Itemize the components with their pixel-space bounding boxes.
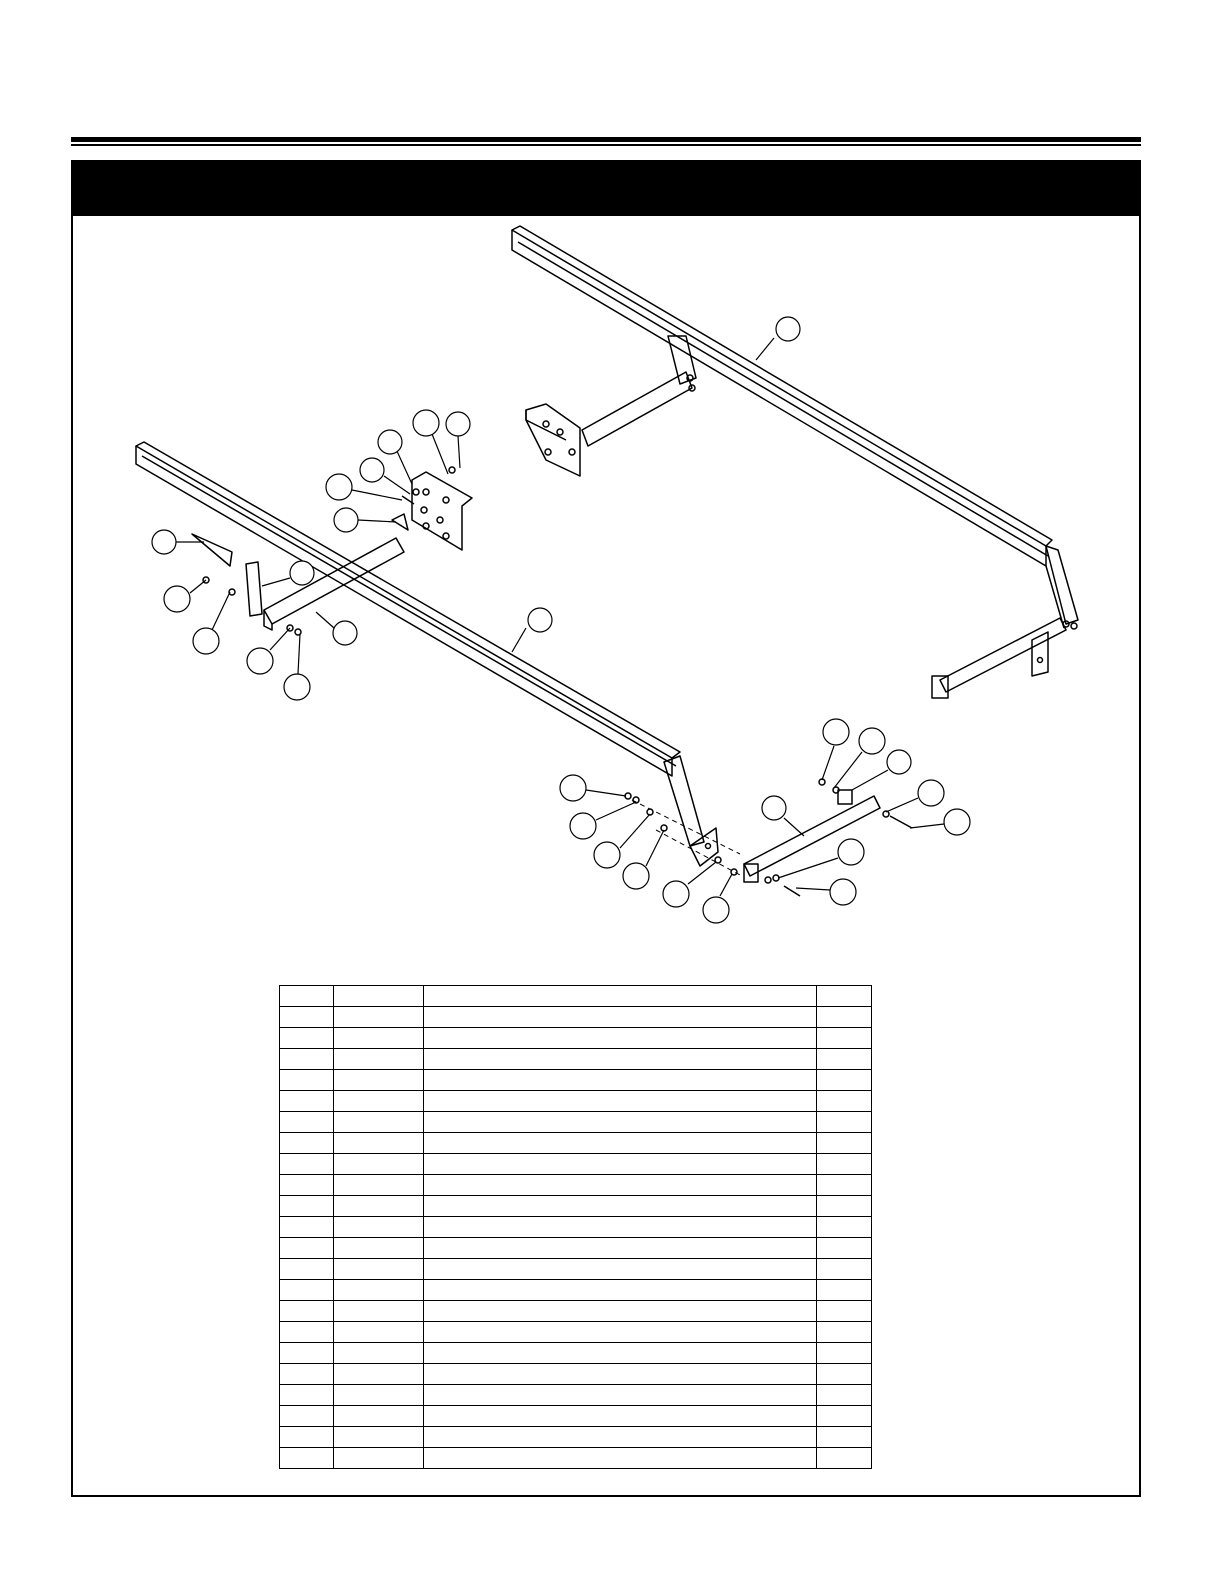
callout-group xyxy=(152,317,970,923)
table-cell xyxy=(280,1406,334,1427)
table-cell xyxy=(423,1196,816,1217)
column-header xyxy=(817,986,872,1007)
table-row xyxy=(280,1364,872,1385)
table-cell xyxy=(817,1280,872,1301)
table-cell xyxy=(423,1301,816,1322)
table-row xyxy=(280,1280,872,1301)
callout-bubble xyxy=(262,561,314,586)
table-cell xyxy=(280,1133,334,1154)
table-cell xyxy=(333,1238,423,1259)
table-cell xyxy=(817,1364,872,1385)
table-cell xyxy=(817,1112,872,1133)
table-cell xyxy=(280,1091,334,1112)
table-cell xyxy=(333,1406,423,1427)
callout-bubble xyxy=(852,750,911,790)
callout-bubble xyxy=(284,634,310,700)
table-cell xyxy=(333,1280,423,1301)
table-row xyxy=(280,1406,872,1427)
table-cell xyxy=(280,1007,334,1028)
table-cell xyxy=(423,1091,816,1112)
table-cell xyxy=(280,1196,334,1217)
table-row xyxy=(280,1238,872,1259)
table-cell xyxy=(333,1343,423,1364)
callout-bubble xyxy=(560,775,626,801)
table-cell xyxy=(280,1427,334,1448)
table-cell xyxy=(333,1154,423,1175)
table-row xyxy=(280,1427,872,1448)
table-cell xyxy=(333,1364,423,1385)
table-row xyxy=(280,1301,872,1322)
table-cell xyxy=(817,1259,872,1280)
table-cell xyxy=(423,1343,816,1364)
callout-bubble xyxy=(778,839,864,878)
table-cell xyxy=(423,1448,816,1469)
table-cell xyxy=(423,1133,816,1154)
callout-bubble xyxy=(910,809,970,835)
table-row xyxy=(280,1007,872,1028)
callout-bubble xyxy=(152,530,204,554)
table-cell xyxy=(817,1154,872,1175)
table-cell xyxy=(817,1385,872,1406)
table-cell xyxy=(280,1364,334,1385)
table-cell xyxy=(333,1133,423,1154)
table-header-row xyxy=(280,986,872,1007)
table-cell xyxy=(280,1049,334,1070)
table-row xyxy=(280,1196,872,1217)
table-cell xyxy=(333,1448,423,1469)
table-cell xyxy=(817,1070,872,1091)
table-cell xyxy=(333,1007,423,1028)
table-cell xyxy=(423,1154,816,1175)
table-cell xyxy=(280,1322,334,1343)
table-cell xyxy=(423,1217,816,1238)
upper-side-rail xyxy=(512,226,1078,698)
callout-bubble xyxy=(594,814,650,868)
table-cell xyxy=(423,1049,816,1070)
table-cell xyxy=(817,1007,872,1028)
table-cell xyxy=(333,1301,423,1322)
table-cell xyxy=(280,1238,334,1259)
table-cell xyxy=(333,1028,423,1049)
mounting-plate xyxy=(392,472,472,550)
table-cell xyxy=(423,1385,816,1406)
table-cell xyxy=(817,1406,872,1427)
table-cell xyxy=(817,1175,872,1196)
table-cell xyxy=(333,1091,423,1112)
table-cell xyxy=(817,1343,872,1364)
callout-bubble xyxy=(796,879,856,905)
table-cell xyxy=(817,1091,872,1112)
table-cell xyxy=(333,1196,423,1217)
table-cell xyxy=(280,1175,334,1196)
table-cell xyxy=(333,1385,423,1406)
table-row xyxy=(280,1322,872,1343)
table-cell xyxy=(333,1112,423,1133)
table-cell xyxy=(423,1028,816,1049)
upper-support-arm xyxy=(526,336,696,476)
table-cell xyxy=(423,1280,816,1301)
callout-bubble xyxy=(413,410,448,474)
table-cell xyxy=(280,1448,334,1469)
callout-bubble xyxy=(316,612,357,645)
table-cell xyxy=(817,1448,872,1469)
table-cell xyxy=(280,1217,334,1238)
callout-bubble xyxy=(446,412,470,468)
table-row xyxy=(280,1028,872,1049)
table-cell xyxy=(280,1301,334,1322)
column-header xyxy=(423,986,816,1007)
table-cell xyxy=(333,1259,423,1280)
table-cell xyxy=(280,1028,334,1049)
parts-table-body xyxy=(280,1007,872,1469)
table-cell xyxy=(817,1427,872,1448)
callout-bubble xyxy=(623,830,664,889)
callout-bubble xyxy=(247,628,290,674)
table-cell xyxy=(423,1406,816,1427)
callout-bubble xyxy=(703,874,732,923)
table-cell xyxy=(423,1007,816,1028)
table-cell xyxy=(817,1133,872,1154)
table-row xyxy=(280,1112,872,1133)
callout-bubble xyxy=(570,802,636,839)
column-header xyxy=(333,986,423,1007)
table-row xyxy=(280,1448,872,1469)
column-header xyxy=(280,986,334,1007)
table-cell xyxy=(817,1322,872,1343)
table-cell xyxy=(333,1175,423,1196)
table-cell xyxy=(333,1217,423,1238)
parts-list-table xyxy=(279,985,872,1469)
callout-bubble xyxy=(756,317,800,360)
callout-bubble xyxy=(886,780,944,812)
table-cell xyxy=(817,1196,872,1217)
table-cell xyxy=(280,1154,334,1175)
table-cell xyxy=(333,1070,423,1091)
table-cell xyxy=(280,1112,334,1133)
table-row xyxy=(280,1049,872,1070)
table-row xyxy=(280,1070,872,1091)
table-cell xyxy=(423,1175,816,1196)
table-cell xyxy=(817,1217,872,1238)
table-cell xyxy=(817,1238,872,1259)
table-cell xyxy=(817,1028,872,1049)
table-row xyxy=(280,1091,872,1112)
callout-bubble xyxy=(334,508,396,532)
callout-bubble xyxy=(822,719,849,780)
table-row xyxy=(280,1175,872,1196)
table-cell xyxy=(423,1322,816,1343)
table-cell xyxy=(280,1259,334,1280)
table-cell xyxy=(333,1049,423,1070)
table-row xyxy=(280,1133,872,1154)
table-cell xyxy=(817,1049,872,1070)
table-cell xyxy=(423,1070,816,1091)
table-row xyxy=(280,1217,872,1238)
callout-bubble xyxy=(164,580,206,612)
callout-bubble xyxy=(762,796,804,836)
table-row xyxy=(280,1385,872,1406)
table-cell xyxy=(423,1238,816,1259)
table-cell xyxy=(423,1259,816,1280)
table-cell xyxy=(280,1070,334,1091)
table-row xyxy=(280,1259,872,1280)
table-cell xyxy=(280,1343,334,1364)
table-cell xyxy=(333,1427,423,1448)
table-cell xyxy=(333,1322,423,1343)
callout-bubble xyxy=(512,608,552,652)
table-cell xyxy=(280,1385,334,1406)
callout-bubble xyxy=(193,592,230,654)
table-cell xyxy=(280,1280,334,1301)
table-row xyxy=(280,1343,872,1364)
table-cell xyxy=(423,1427,816,1448)
table-cell xyxy=(817,1301,872,1322)
table-row xyxy=(280,1154,872,1175)
table-cell xyxy=(423,1364,816,1385)
lower-side-rail xyxy=(136,442,718,866)
table-cell xyxy=(423,1112,816,1133)
